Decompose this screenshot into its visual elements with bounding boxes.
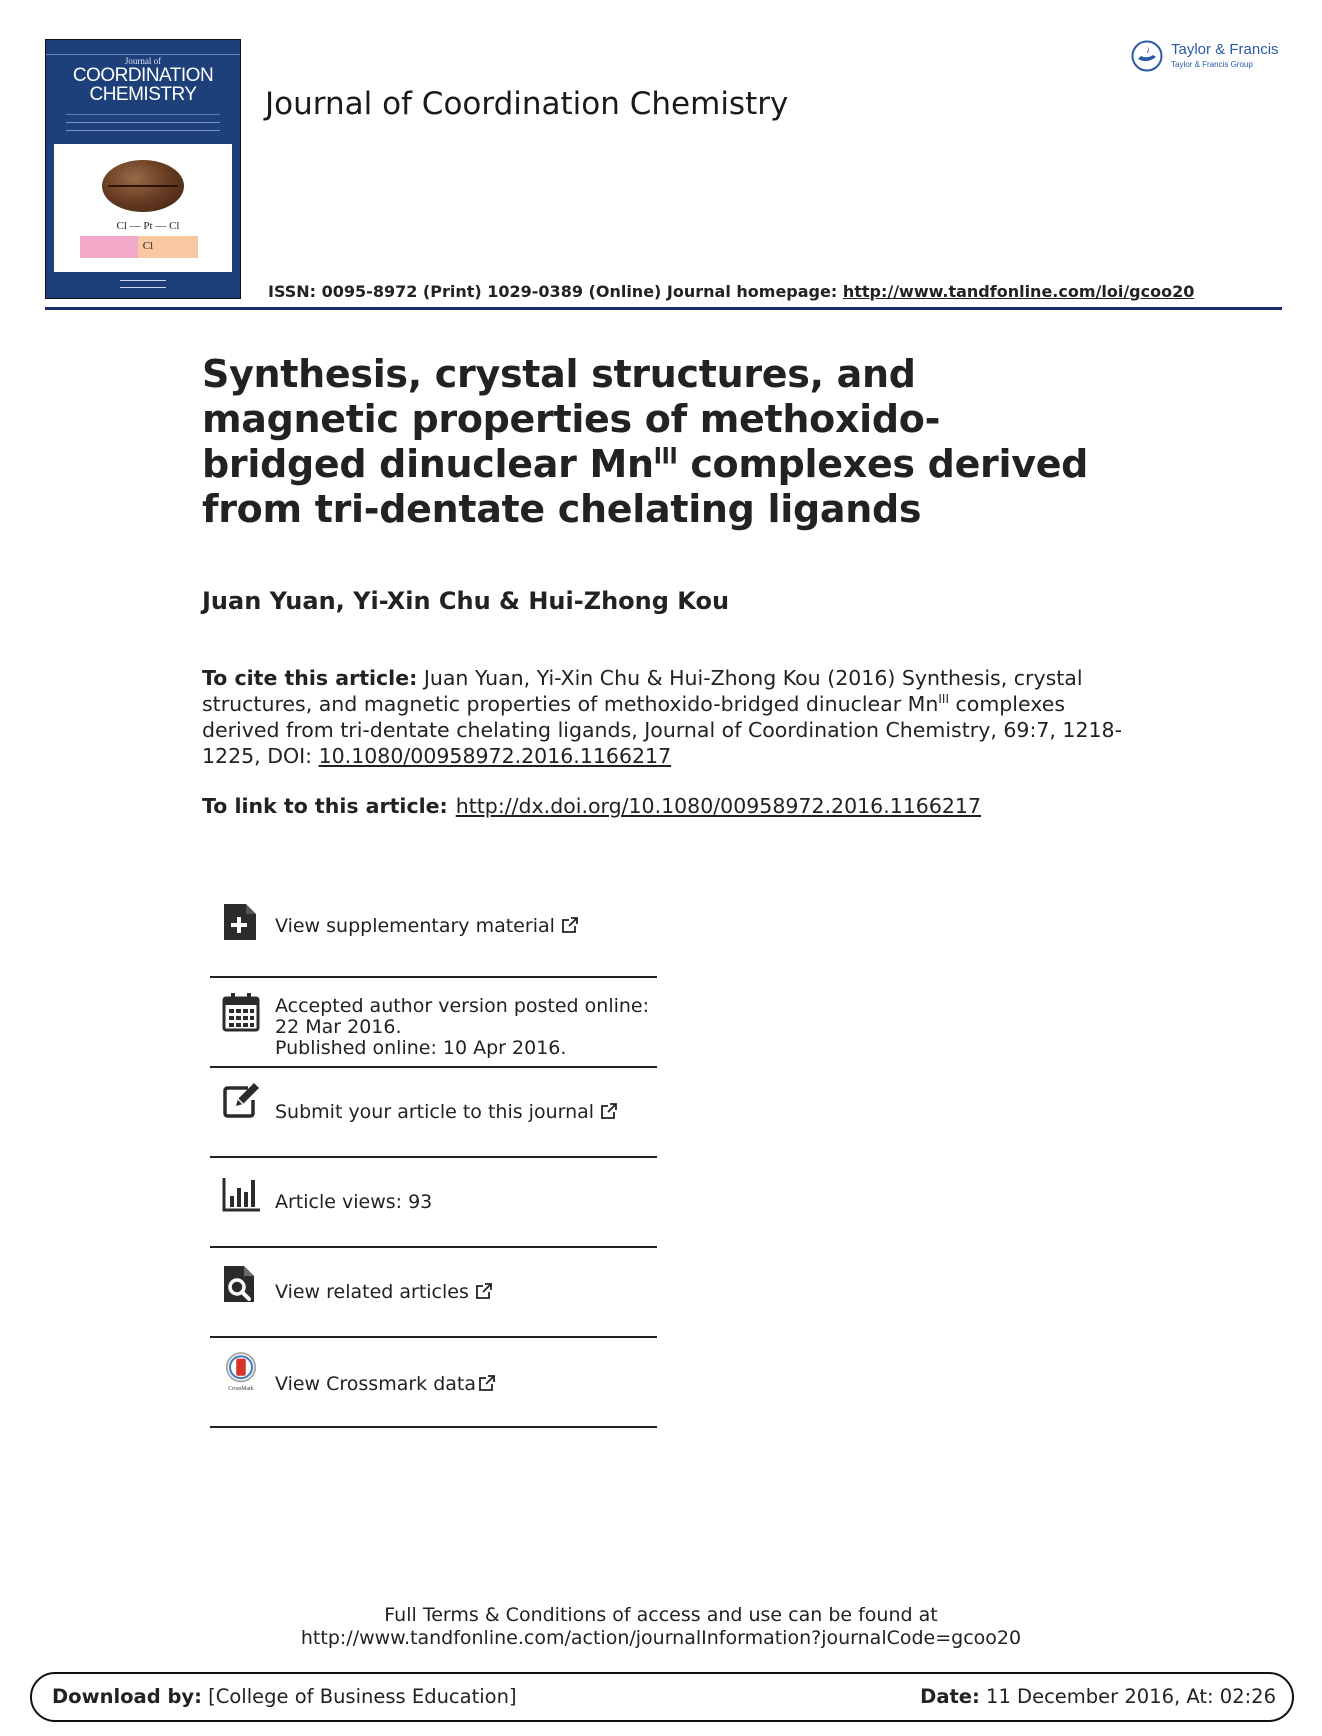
- header-divider: [45, 307, 1282, 310]
- cover-publisher-logo: [46, 274, 240, 292]
- external-link-icon: [475, 1282, 493, 1300]
- supplementary-material-label[interactable]: [275, 916, 579, 937]
- publisher-group: Taylor & Francis Group: [1171, 60, 1253, 69]
- journal-cover-image: [45, 39, 241, 299]
- cite-superscript: III: [938, 692, 949, 707]
- cover-title-line1: COORDINATION: [72, 65, 214, 86]
- terms-line-1: Full Terms & Conditions of access and use can be found at: [384, 1604, 938, 1626]
- terms-conditions: [0, 1604, 1322, 1650]
- taylor-francis-logo: [1131, 38, 1279, 78]
- cover-chemical-formula: [88, 220, 208, 252]
- article-actions-list: [210, 880, 657, 1428]
- journal-title: Journal of Coordination Chemistry: [265, 86, 789, 122]
- crossmark-icon: [222, 1352, 260, 1392]
- crossmark-label[interactable]: [275, 1374, 496, 1395]
- published-date: Published online: 10 Apr 2016.: [275, 1037, 567, 1059]
- supplementary-material-row[interactable]: [210, 880, 657, 978]
- edit-icon: [222, 1080, 260, 1120]
- taylor-francis-lamp-icon: [1131, 40, 1163, 72]
- link-line: [202, 794, 981, 818]
- coffee-bean-illustration: [102, 160, 184, 212]
- calendar-icon: [222, 992, 260, 1032]
- external-link-icon: [561, 916, 579, 934]
- cover-chem-sub: Cl: [142, 240, 154, 252]
- search-document-icon: [222, 1264, 260, 1304]
- cite-label: To cite this article:: [202, 666, 418, 690]
- article-title: [202, 352, 1102, 532]
- article-title-part2: complexes derived from tri-dentate chelating ligands: [202, 442, 1089, 531]
- doi-link[interactable]: 10.1080/00958972.2016.1166217: [318, 744, 672, 768]
- download-date: [920, 1685, 1276, 1708]
- issn-text: ISSN: 0095-8972 (Print) 1029-0389 (Online) Journal homepage:: [268, 282, 843, 301]
- related-articles-label[interactable]: [275, 1282, 493, 1303]
- article-title-part1: Synthesis, crystal structures, and magnetic properties of methoxido-bridged dinuclear Mn: [202, 352, 941, 486]
- journal-homepage-link[interactable]: http://www.tandfonline.com/loi/gcoo20: [842, 282, 1195, 301]
- crossmark-caption: CrossMark: [228, 1386, 254, 1392]
- cover-chem-line: Cl — Pt — Cl: [116, 220, 180, 232]
- article-doi-url-link[interactable]: http://dx.doi.org/10.1080/00958972.2016.1166217: [455, 794, 982, 818]
- related-articles-text[interactable]: View related articles: [275, 1281, 469, 1303]
- issn-line: [268, 282, 1194, 301]
- publication-dates-row: [210, 978, 657, 1068]
- terms-url[interactable]: http://www.tandfonline.com/action/journalInformation?journalCode=gcoo20: [300, 1627, 1022, 1649]
- download-date-value: 11 December 2016, At: 02:26: [979, 1685, 1276, 1708]
- article-authors: Juan Yuan, Yi-Xin Chu & Hui-Zhong Kou: [202, 587, 730, 615]
- cite-text-part1: Juan Yuan, Yi-Xin Chu & Hui-Zhong Kou (2016) Synthesis, crystal structures, and magnetic properties of methoxido-bridged dinuclear Mn: [202, 666, 1083, 716]
- submit-article-label[interactable]: [275, 1102, 618, 1123]
- submit-article-row[interactable]: [210, 1068, 657, 1158]
- crossmark-row[interactable]: [210, 1338, 657, 1428]
- external-link-icon: [600, 1102, 618, 1120]
- accepted-date: Accepted author version posted online: 22 Mar 2016.: [275, 995, 650, 1038]
- cover-editor-lines: [66, 114, 220, 141]
- download-by-label: Download by:: [52, 1685, 202, 1708]
- link-label: To link to this article:: [202, 794, 448, 818]
- external-link-icon: [478, 1374, 496, 1392]
- download-info-box: [30, 1672, 1294, 1722]
- add-file-icon: [222, 902, 260, 942]
- publisher-name: Taylor & Francis: [1171, 41, 1279, 58]
- cover-artwork: [54, 144, 232, 272]
- supplementary-material-text[interactable]: View supplementary material: [275, 915, 555, 937]
- article-title-superscript: III: [653, 444, 678, 470]
- related-articles-row[interactable]: [210, 1248, 657, 1338]
- submit-article-text[interactable]: Submit your article to this journal: [275, 1101, 595, 1123]
- citation-block: [202, 665, 1132, 769]
- crossmark-text[interactable]: View Crossmark data: [275, 1373, 477, 1395]
- download-date-label: Date:: [920, 1685, 980, 1708]
- cite-text-part2: complexes derived from tri-dentate chelating ligands, Journal of Coordination Chemistry, 69:7, 1218-1225, DOI:: [202, 692, 1122, 768]
- bar-chart-icon: [222, 1174, 260, 1214]
- cover-journal-of: Journal of: [124, 56, 162, 66]
- download-by: [52, 1685, 517, 1708]
- cover-title-line2: CHEMISTRY: [89, 84, 197, 105]
- publication-dates-label: [275, 996, 655, 1059]
- download-by-value: [College of Business Education]: [201, 1685, 517, 1708]
- article-views-row: [210, 1158, 657, 1248]
- article-views-label: Article views: 93: [275, 1191, 433, 1213]
- cover-top-band: [46, 40, 240, 55]
